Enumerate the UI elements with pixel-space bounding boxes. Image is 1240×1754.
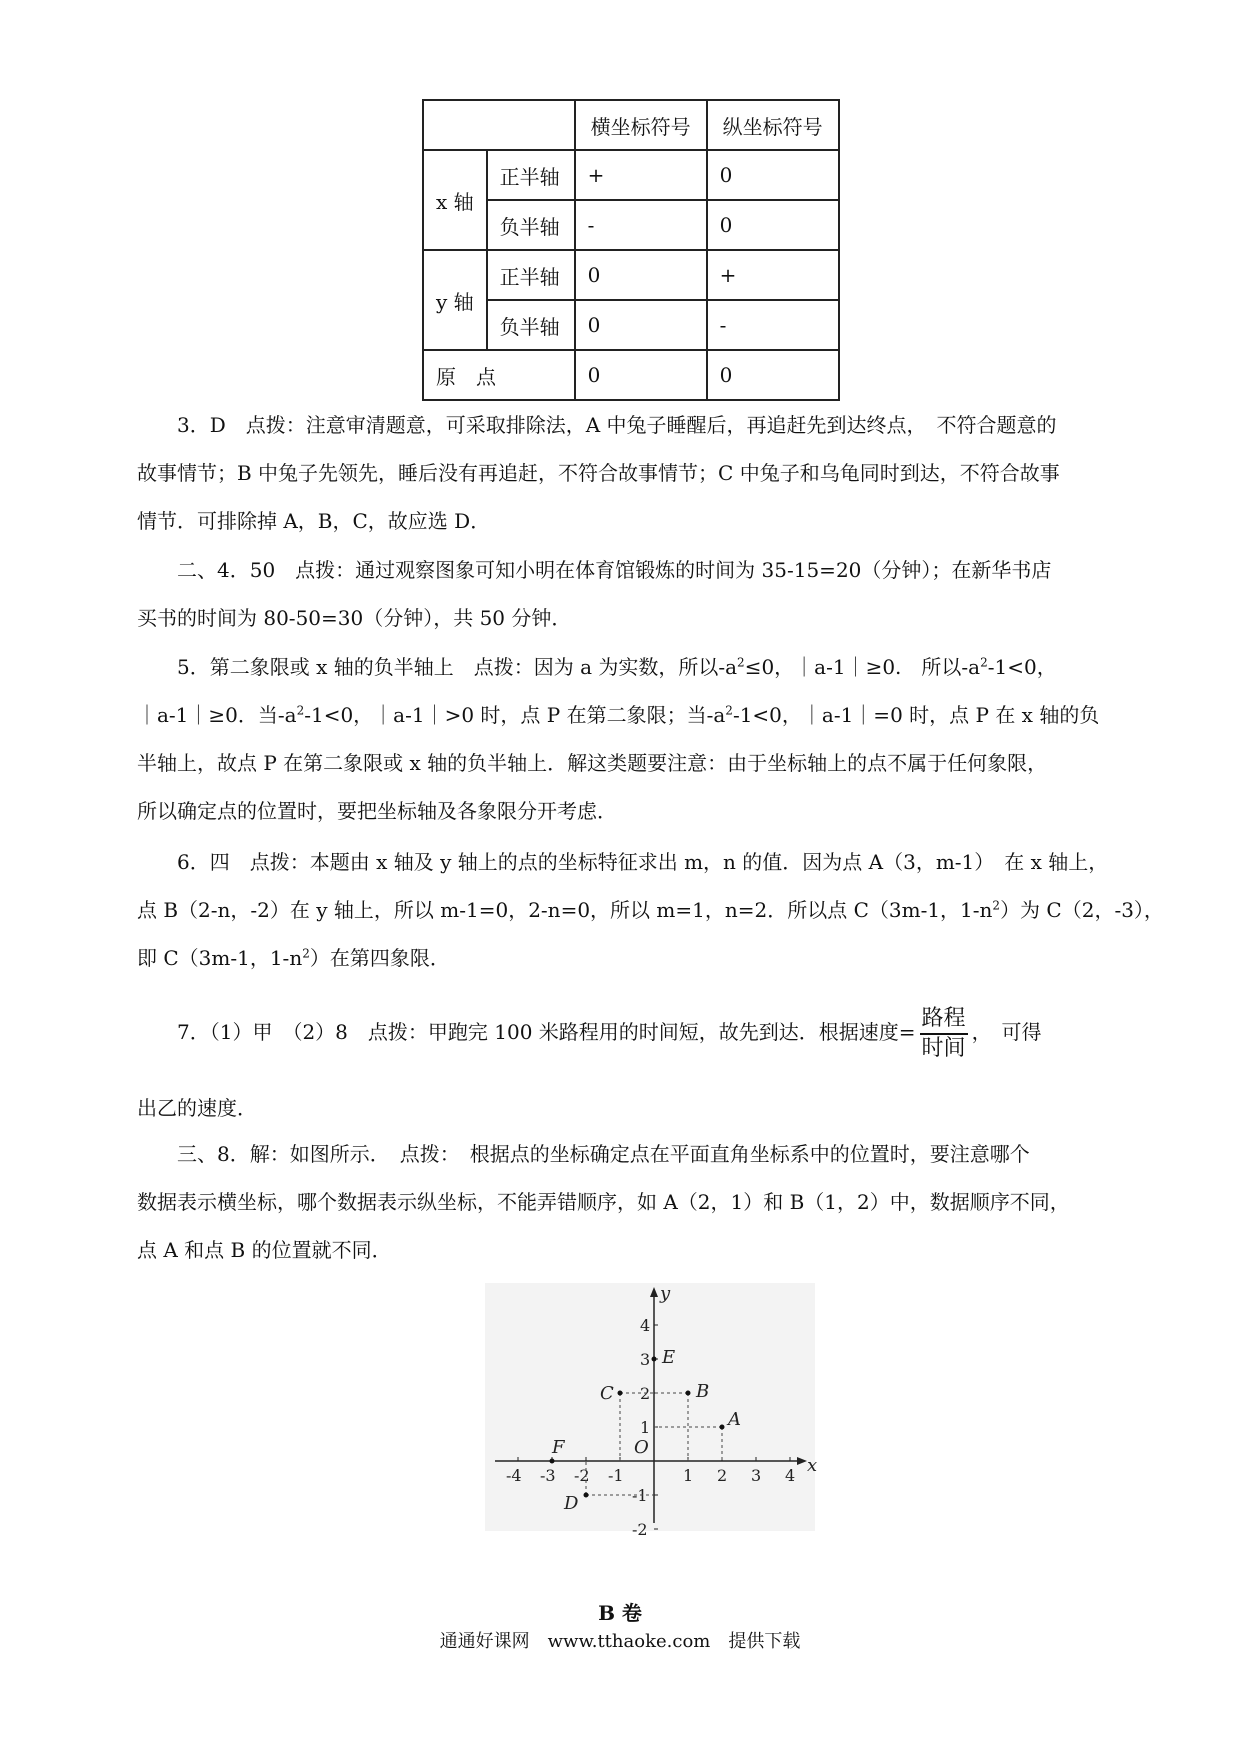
point-C: [618, 1391, 623, 1396]
answer-q8: [137, 1130, 1122, 1274]
speed-fraction: [920, 1005, 968, 1063]
answer-line: 3．D 点拨：注意审清题意，可采取排除法，A 中兔子睡醒后，再追赶先到达终点， 不符合题意的: [177, 413, 1057, 437]
answer-q4: [137, 546, 1122, 642]
answer-line: 所以确定点的位置时，要把坐标轴及各象限分开考虑．: [137, 799, 617, 823]
answer-line: 买书的时间为 80-50=30（分钟），共 50 分钟．: [137, 606, 572, 630]
answer-line: 情节．可排除掉 A，B，C，故应选 D．: [137, 509, 491, 533]
coordinate-sign-table: [422, 99, 840, 401]
answer-q6: [137, 838, 1164, 982]
answer-q5: [137, 643, 1122, 835]
answer-line: 三、8．解：如图所示． 点拨： 根据点的坐标确定点在平面直角坐标系中的位置时，要注意哪个: [177, 1142, 1030, 1166]
answer-line: 6．四 点拨：本题由 x 轴及 y 轴上的点的坐标特征求出 m，n 的值．因为点 A（3，m-1） 在 x 轴上，: [177, 850, 1109, 874]
answer-line: [137, 934, 1122, 982]
point-label-F: F: [552, 1437, 565, 1458]
text-run: -1<0，｜a-1｜>0 时，点 P 在第二象限；当-a: [304, 703, 726, 727]
point-label-D: D: [564, 1493, 579, 1514]
text-run: -1<0，: [987, 655, 1057, 679]
point-label-B: B: [696, 1381, 710, 1402]
answer-line: 数据表示横坐标，哪个数据表示纵坐标，不能弄错顺序，如 A（2，1）和 B（1，2）中，数据顺序不同，: [137, 1190, 1070, 1214]
text-run: 点 B（2-n，-2）在 y 轴上，所以 m-1=0，2-n=0，所以 m=1，n=2．所以点 C（3m-1，1-n: [137, 898, 993, 922]
superscript: 2: [980, 655, 988, 670]
text-run: 7．（1）甲 （2）8 点拨：甲跑完 100 米路程用的时间短，故先到达．根据速度=: [177, 1020, 916, 1044]
point-D: [584, 1493, 589, 1498]
y-tick-label: 3: [640, 1350, 651, 1369]
y-axis-label: y 轴: [423, 250, 487, 350]
y-tick-label: 1: [640, 1418, 651, 1437]
y-tick-label: -1: [632, 1486, 648, 1505]
x-tick-label: 3: [751, 1466, 762, 1485]
answer-line: 出乙的速度．: [137, 1096, 257, 1120]
text-run: 5．第二象限或 x 轴的负半轴上 点拨：因为 a 为实数，所以-a: [177, 655, 738, 679]
x-tick-label: -1: [608, 1466, 624, 1485]
cell-x-sign: -: [575, 200, 707, 250]
answer-line: 二、4．50 点拨：通过观察图象可知小明在体育馆锻炼的时间为 35-15=20（分钟）；在新华书店: [177, 558, 1052, 582]
superscript: 2: [992, 898, 1001, 913]
x-axis-arrow: [797, 1457, 807, 1465]
row-sub-label: 负半轴: [487, 300, 575, 350]
origin-label: 原 点: [423, 350, 575, 400]
text-run: ）在第四象限．: [309, 946, 450, 970]
point-E: [652, 1357, 657, 1362]
table-row-origin: [423, 350, 839, 400]
y-tick-label: -2: [632, 1520, 648, 1539]
row-sub-label: 正半轴: [487, 150, 575, 200]
superscript: 2: [737, 655, 745, 670]
y-tick-label: 4: [640, 1316, 651, 1335]
cell-y-sign: 0: [707, 200, 839, 250]
text-run: -1<0，｜a-1｜=0 时，点 P 在 x 轴的负: [732, 703, 1100, 727]
text-run: ≤0，｜a-1｜≥0. 所以-a: [744, 655, 981, 679]
y-tick-label: 2: [640, 1384, 651, 1403]
text-run: ｜a-1｜≥0．当-a: [137, 703, 297, 727]
answer-line: 故事情节；B 中兔子先领先，睡后没有再追赶，不符合故事情节；C 中兔子和乌龟同时到达，不符合故事: [137, 461, 1060, 485]
x-tick-label: 4: [785, 1466, 796, 1485]
cell-y-sign: 0: [707, 350, 839, 400]
row-sub-label: 负半轴: [487, 200, 575, 250]
cell-x-sign: 0: [575, 350, 707, 400]
answer-line: [137, 886, 1164, 934]
answer-line: 点 A 和点 B 的位置就不同．: [137, 1238, 392, 1262]
point-label-C: C: [600, 1383, 614, 1404]
header-y-sign: 纵坐标符号: [707, 100, 839, 150]
x-tick-label: -2: [574, 1466, 590, 1485]
answer-line: [137, 1000, 1122, 1064]
table-corner-cell: [423, 100, 575, 150]
x-axis-label: x: [807, 1455, 818, 1476]
y-axis-arrow: [650, 1287, 658, 1297]
answer-line: [137, 643, 1122, 691]
text-run: ， 可得: [971, 1020, 1042, 1044]
point-label-A: A: [728, 1409, 741, 1430]
cell-y-sign: -: [707, 300, 839, 350]
coordinate-plane-figure: [485, 1283, 818, 1539]
text-run: ）为 C（2，-3），: [1000, 898, 1164, 922]
row-sub-label: 正半轴: [487, 250, 575, 300]
cell-x-sign: 0: [575, 250, 707, 300]
answer-q3: [137, 401, 1122, 545]
x-axis-label: x 轴: [423, 150, 487, 250]
x-tick-label: 2: [717, 1466, 728, 1485]
superscript: 2: [302, 946, 310, 961]
header-x-sign: 横坐标符号: [575, 100, 707, 150]
table-header-row: [423, 100, 839, 150]
superscript: 2: [725, 703, 733, 718]
x-tick-label: -3: [540, 1466, 556, 1485]
x-tick-label: -4: [506, 1466, 522, 1485]
fraction-numerator: 路程: [920, 1005, 968, 1035]
fraction-denominator: 时间: [921, 1035, 966, 1061]
cell-x-sign: 0: [575, 300, 707, 350]
answer-q7: [137, 1000, 1122, 1064]
point-F: [550, 1459, 555, 1464]
point-label-E: E: [662, 1347, 676, 1368]
y-axis-label: y: [660, 1283, 671, 1304]
text-run: 即 C（3m-1，1-n: [137, 946, 303, 970]
table-row: [423, 250, 839, 300]
section-title: B 卷: [598, 1601, 642, 1625]
footer-credit: 通通好课网 www.tthaoke.com 提供下载: [439, 1631, 801, 1652]
point-A: [720, 1425, 725, 1430]
table-row: [423, 150, 839, 200]
point-B: [686, 1391, 691, 1396]
superscript: 2: [296, 703, 305, 718]
answer-line: [137, 691, 1122, 739]
x-tick-label: 1: [683, 1466, 694, 1485]
answer-line: 半轴上，故点 P 在第二象限或 x 轴的负半轴上．解这类题要注意：由于坐标轴上的点不属于任何象限，: [137, 751, 1048, 775]
cell-y-sign: 0: [707, 150, 839, 200]
cell-y-sign: +: [707, 250, 839, 300]
origin-label: O: [634, 1437, 649, 1458]
cell-x-sign: +: [575, 150, 707, 200]
answer-q7-cont: [137, 1084, 1122, 1132]
